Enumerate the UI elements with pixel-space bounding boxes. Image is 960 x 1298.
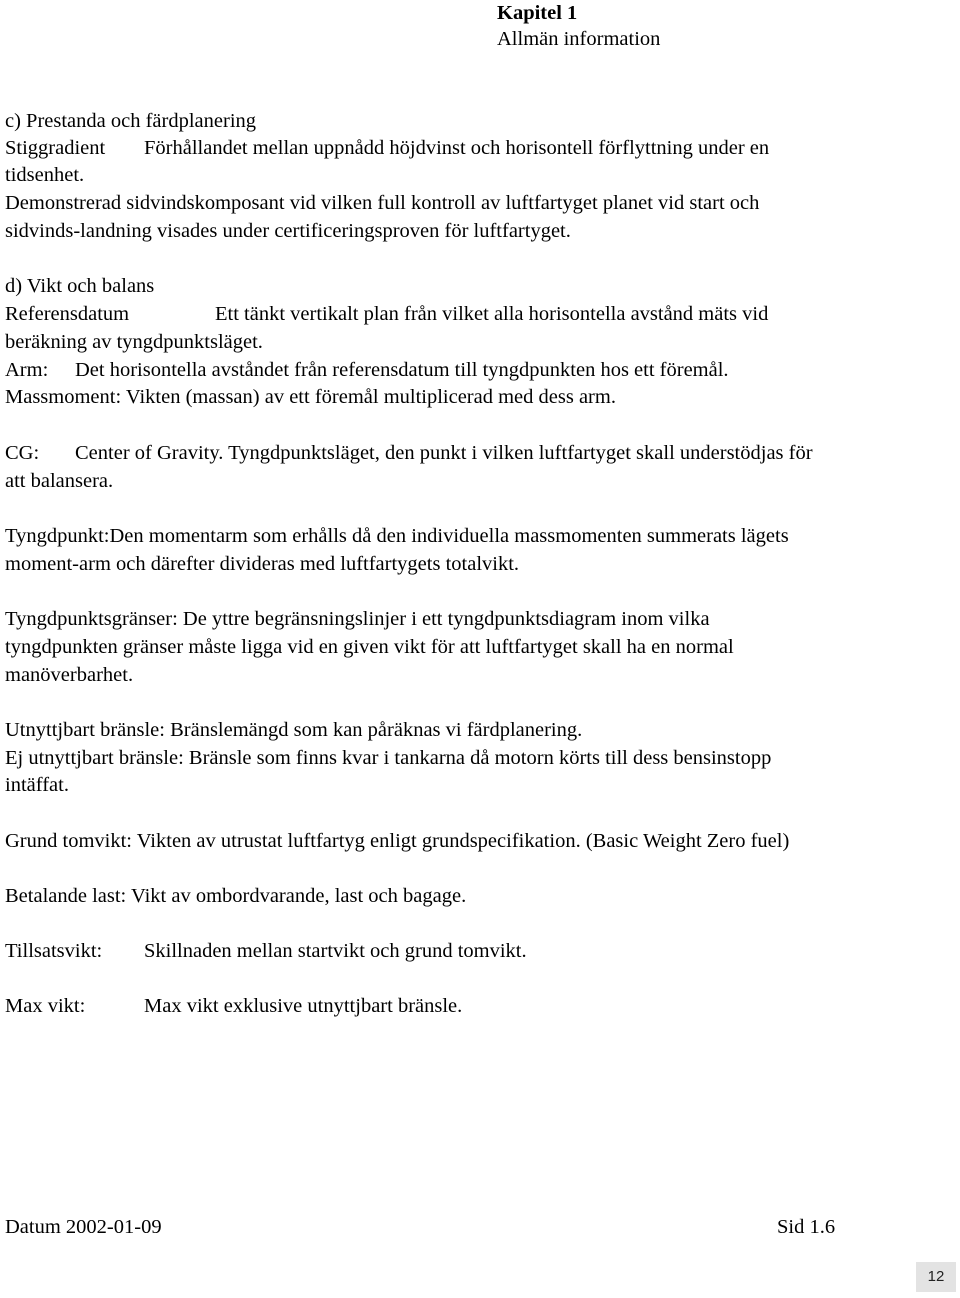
section-d-heading: d) Vikt och balans bbox=[5, 275, 155, 297]
cg-term: CG: bbox=[5, 442, 40, 464]
footer-page-ref: Sid 1.6 bbox=[777, 1216, 836, 1238]
section-c-heading: c) Prestanda och färdplanering bbox=[5, 110, 257, 132]
max-vikt-definition: Max vikt exklusive utnyttjbart bränsle. bbox=[144, 995, 463, 1017]
massmoment-line: Massmoment: Vikten (massan) av ett föremål multiplicerad med dess arm. bbox=[5, 386, 616, 408]
sidvind-line-2: sidvinds-landning visades under certificeringsproven för luftfartyget. bbox=[5, 220, 571, 242]
sidvind-line-1: Demonstrerad sidvindskomposant vid vilken full kontroll av luftfartyget planet vid start och bbox=[5, 192, 760, 214]
referensdatum-definition-cont: beräkning av tyngdpunktsläget. bbox=[5, 331, 263, 353]
tyngdpunktsgranser-line-1: Tyngdpunktsgränser: De yttre begränsningslinjer i ett tyngdpunktsdiagram inom vilka bbox=[5, 608, 710, 630]
referensdatum-definition: Ett tänkt vertikalt plan från vilket alla horisontella avstånd mäts vid bbox=[215, 303, 769, 325]
tyngdpunktsgranser-line-3: manöverbarhet. bbox=[5, 664, 134, 686]
betalande-last-line: Betalande last: Vikt av ombordvarande, last och bagage. bbox=[5, 885, 467, 907]
arm-term: Arm: bbox=[5, 359, 49, 381]
chapter-subtitle: Allmän information bbox=[497, 28, 661, 50]
tyngdpunktsgranser-line-2: tyngdpunkten gränser måste ligga vid en given vikt för att luftfartyget skall ha en normal bbox=[5, 636, 734, 658]
referensdatum-term: Referensdatum bbox=[5, 303, 130, 325]
ej-utnyttjbart-line-2: intäffat. bbox=[5, 774, 69, 796]
stiggradient-definition-cont: tidsenhet. bbox=[5, 164, 85, 186]
tillsatsvikt-term: Tillsatsvikt: bbox=[5, 940, 103, 962]
arm-definition: Det horisontella avståndet från referensdatum till tyngdpunkten hos ett föremål. bbox=[75, 359, 729, 381]
max-vikt-term: Max vikt: bbox=[5, 995, 86, 1017]
tyngdpunkt-line-2: moment-arm och därefter divideras med luftfartygets totalvikt. bbox=[5, 553, 520, 575]
tyngdpunkt-line-1: Tyngdpunkt:Den momentarm som erhålls då den individuella massmomenten summerats lägets bbox=[5, 525, 789, 547]
cg-definition: Center of Gravity. Tyngdpunktsläget, den punkt i vilken luftfartyget skall understödjas för bbox=[75, 442, 813, 464]
ej-utnyttjbart-line-1: Ej utnyttjbart bränsle: Bränsle som finns kvar i tankarna då motorn körts till dess bensinstopp bbox=[5, 747, 772, 769]
cg-definition-cont: att balansera. bbox=[5, 470, 114, 492]
stiggradient-definition: Förhållandet mellan uppnådd höjdvinst och horisontell förflyttning under en bbox=[144, 137, 770, 159]
tillsatsvikt-definition: Skillnaden mellan startvikt och grund tomvikt. bbox=[144, 940, 527, 962]
chapter-title: Kapitel 1 bbox=[497, 2, 578, 24]
page-number-badge: 12 bbox=[916, 1262, 956, 1292]
grund-tomvikt-line: Grund tomvikt: Vikten av utrustat luftfartyg enligt grundspecifikation. (Basic Weight Zero fuel) bbox=[5, 830, 790, 852]
utnyttjbart-bransle-line: Utnyttjbart bränsle: Bränslemängd som kan påräknas vi färdplanering. bbox=[5, 719, 583, 741]
footer-date: Datum 2002-01-09 bbox=[5, 1216, 162, 1238]
stiggradient-term: Stiggradient bbox=[5, 137, 106, 159]
